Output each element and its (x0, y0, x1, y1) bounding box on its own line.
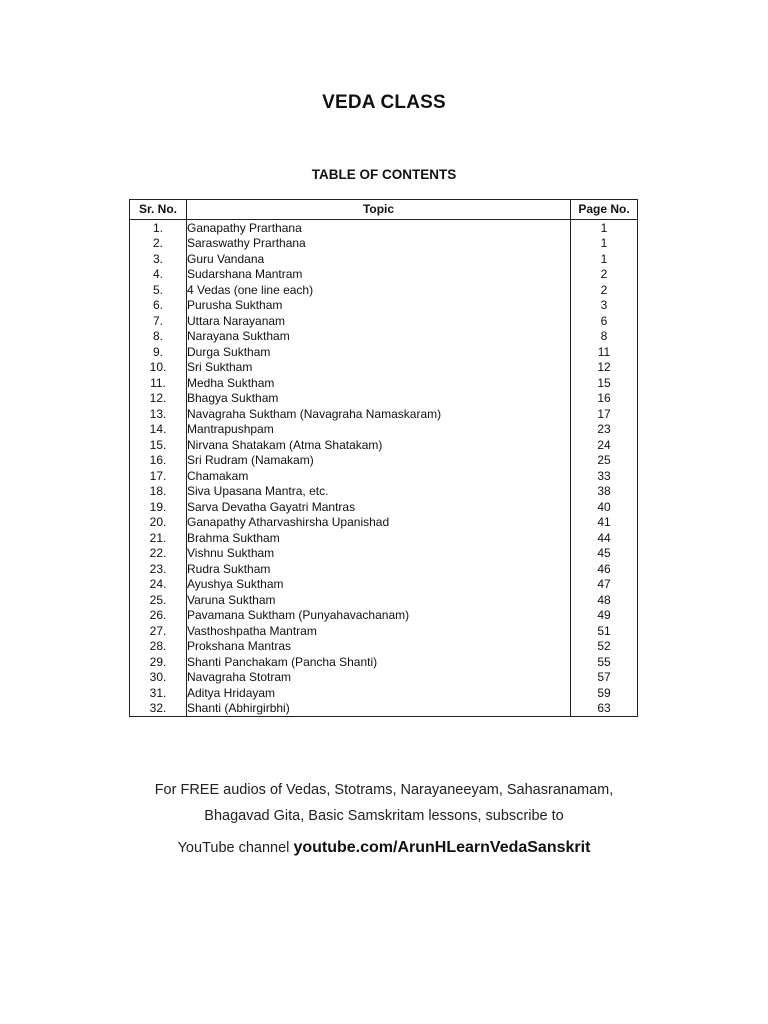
row-topic: 4 Vedas (one line each) (187, 282, 571, 298)
row-topic: Aditya Hridayam (187, 685, 571, 701)
row-sr-no: 27. (130, 623, 187, 639)
row-sr-no: 28. (130, 639, 187, 655)
row-sr-no: 24. (130, 577, 187, 593)
row-page-no: 49 (571, 608, 638, 624)
row-page-no: 2 (571, 282, 638, 298)
table-row (130, 530, 638, 546)
table-row (130, 282, 638, 298)
row-page-no: 8 (571, 329, 638, 345)
table-row (130, 654, 638, 670)
footer-channel-prefix: YouTube channel (177, 840, 294, 856)
row-sr-no: 1. (130, 220, 187, 236)
table-row (130, 391, 638, 407)
row-page-no: 3 (571, 298, 638, 314)
row-topic: Purusha Suktham (187, 298, 571, 314)
row-sr-no: 3. (130, 251, 187, 267)
row-topic: Brahma Suktham (187, 530, 571, 546)
row-page-no: 2 (571, 267, 638, 283)
row-sr-no: 12. (130, 391, 187, 407)
row-topic: Sarva Devatha Gayatri Mantras (187, 499, 571, 515)
table-row (130, 484, 638, 500)
row-sr-no: 16. (130, 453, 187, 469)
row-sr-no: 18. (130, 484, 187, 500)
row-sr-no: 10. (130, 360, 187, 376)
row-page-no: 51 (571, 623, 638, 639)
row-topic: Sri Rudram (Namakam) (187, 453, 571, 469)
row-page-no: 16 (571, 391, 638, 407)
row-page-no: 11 (571, 344, 638, 360)
row-page-no: 25 (571, 453, 638, 469)
table-row (130, 298, 638, 314)
row-sr-no: 22. (130, 546, 187, 562)
row-sr-no: 11. (130, 375, 187, 391)
row-page-no: 41 (571, 515, 638, 531)
row-sr-no: 4. (130, 267, 187, 283)
row-page-no: 52 (571, 639, 638, 655)
row-topic: Rudra Suktham (187, 561, 571, 577)
header-topic: Topic (187, 200, 571, 220)
row-sr-no: 2. (130, 236, 187, 252)
table-row (130, 375, 638, 391)
row-topic: Bhagya Suktham (187, 391, 571, 407)
row-page-no: 47 (571, 577, 638, 593)
row-topic: Chamakam (187, 468, 571, 484)
row-topic: Varuna Suktham (187, 592, 571, 608)
row-page-no: 63 (571, 701, 638, 717)
table-row (130, 468, 638, 484)
table-row (130, 437, 638, 453)
row-topic: Ayushya Suktham (187, 577, 571, 593)
table-row (130, 670, 638, 686)
contents-table (129, 199, 638, 717)
row-page-no: 12 (571, 360, 638, 376)
row-sr-no: 13. (130, 406, 187, 422)
document-title: VEDA CLASS (322, 92, 446, 113)
row-page-no: 48 (571, 592, 638, 608)
row-page-no: 59 (571, 685, 638, 701)
row-page-no: 23 (571, 422, 638, 438)
row-topic: Navagraha Suktham (Navagraha Namaskaram) (187, 406, 571, 422)
table-row (130, 623, 638, 639)
table-row (130, 592, 638, 608)
row-topic: Shanti Panchakam (Pancha Shanti) (187, 654, 571, 670)
row-sr-no: 30. (130, 670, 187, 686)
row-topic: Vishnu Suktham (187, 546, 571, 562)
row-topic: Vasthoshpatha Mantram (187, 623, 571, 639)
table-header-row (130, 200, 638, 220)
row-page-no: 17 (571, 406, 638, 422)
row-topic: Sudarshana Mantram (187, 267, 571, 283)
row-sr-no: 25. (130, 592, 187, 608)
table-row (130, 499, 638, 515)
row-topic: Sri Suktham (187, 360, 571, 376)
row-topic: Pavamana Suktham (Punyahavachanam) (187, 608, 571, 624)
youtube-channel-link[interactable]: youtube.com/ArunHLearnVedaSanskrit (293, 839, 591, 856)
table-row (130, 360, 638, 376)
row-topic: Nirvana Shatakam (Atma Shatakam) (187, 437, 571, 453)
row-page-no: 46 (571, 561, 638, 577)
row-topic: Shanti (Abhirgirbhi) (187, 701, 571, 717)
row-sr-no: 17. (130, 468, 187, 484)
table-row (130, 561, 638, 577)
table-row (130, 422, 638, 438)
footer-line-1: For FREE audios of Vedas, Stotrams, Narayaneeyam, Sahasranamam, (154, 782, 614, 798)
row-page-no: 24 (571, 437, 638, 453)
table-row (130, 344, 638, 360)
table-of-contents-heading: TABLE OF CONTENTS (311, 167, 457, 182)
row-sr-no: 15. (130, 437, 187, 453)
row-page-no: 6 (571, 313, 638, 329)
table-body (130, 220, 638, 717)
row-topic: Prokshana Mantras (187, 639, 571, 655)
row-sr-no: 31. (130, 685, 187, 701)
table-row (130, 267, 638, 283)
table-row (130, 608, 638, 624)
row-page-no: 38 (571, 484, 638, 500)
row-sr-no: 14. (130, 422, 187, 438)
row-sr-no: 23. (130, 561, 187, 577)
row-sr-no: 26. (130, 608, 187, 624)
row-page-no: 57 (571, 670, 638, 686)
table-row (130, 329, 638, 345)
header-sr-no: Sr. No. (130, 200, 187, 220)
row-sr-no: 19. (130, 499, 187, 515)
header-page-no: Page No. (571, 200, 638, 220)
row-sr-no: 5. (130, 282, 187, 298)
table-row (130, 577, 638, 593)
row-topic: Medha Suktham (187, 375, 571, 391)
table-row (130, 251, 638, 267)
footer-line-3 (0, 839, 768, 857)
row-sr-no: 20. (130, 515, 187, 531)
table-row (130, 220, 638, 236)
row-page-no: 15 (571, 375, 638, 391)
row-topic: Guru Vandana (187, 251, 571, 267)
row-page-no: 44 (571, 530, 638, 546)
row-sr-no: 32. (130, 701, 187, 717)
row-topic: Narayana Suktham (187, 329, 571, 345)
row-topic: Navagraha Stotram (187, 670, 571, 686)
row-topic: Mantrapushpam (187, 422, 571, 438)
row-sr-no: 7. (130, 313, 187, 329)
row-sr-no: 21. (130, 530, 187, 546)
row-page-no: 40 (571, 499, 638, 515)
table-row (130, 701, 638, 717)
row-topic: Ganapathy Atharvashirsha Upanishad (187, 515, 571, 531)
row-topic: Siva Upasana Mantra, etc. (187, 484, 571, 500)
table-row (130, 313, 638, 329)
row-page-no: 33 (571, 468, 638, 484)
row-page-no: 1 (571, 251, 638, 267)
table-row (130, 236, 638, 252)
row-topic: Ganapathy Prarthana (187, 220, 571, 236)
row-sr-no: 29. (130, 654, 187, 670)
row-sr-no: 6. (130, 298, 187, 314)
table-row (130, 685, 638, 701)
table-row (130, 639, 638, 655)
table-row (130, 515, 638, 531)
row-topic: Durga Suktham (187, 344, 571, 360)
row-sr-no: 9. (130, 344, 187, 360)
row-topic: Saraswathy Prarthana (187, 236, 571, 252)
table-row (130, 546, 638, 562)
row-topic: Uttara Narayanam (187, 313, 571, 329)
row-sr-no: 8. (130, 329, 187, 345)
table-row (130, 453, 638, 469)
footer-line-2: Bhagavad Gita, Basic Samskritam lessons, subscribe to (204, 808, 564, 824)
row-page-no: 1 (571, 220, 638, 236)
row-page-no: 55 (571, 654, 638, 670)
row-page-no: 45 (571, 546, 638, 562)
row-page-no: 1 (571, 236, 638, 252)
table-row (130, 406, 638, 422)
